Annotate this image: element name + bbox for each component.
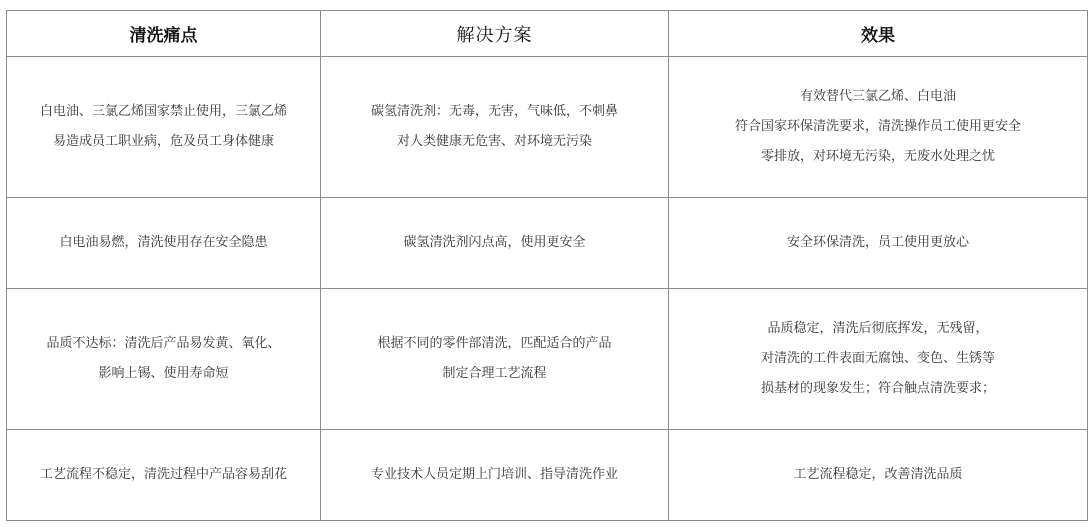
- cell-text-line: 专业技术人员定期上门培训、指导清洗作业: [370, 467, 618, 482]
- cell-text-line: 损基材的现象发生；符合触点清洗要求；: [760, 381, 995, 396]
- effect-cell: [669, 198, 1088, 289]
- cell-text-line: 易造成员工职业病，危及员工身体健康: [52, 134, 274, 149]
- table-row: [7, 198, 1088, 289]
- cell-text-line: 影响上锡、使用寿命短: [98, 366, 229, 381]
- comparison-table: [6, 10, 1088, 521]
- cell-text-line: 符合国家环保清洗要求，清洗操作员工使用更安全: [734, 119, 1021, 134]
- cell-text-line: 根据不同的零件部清洗，匹配适合的产品: [377, 336, 612, 351]
- cell-text-line: 工艺流程不稳定，清洗过程中产品容易刮花: [39, 467, 287, 482]
- cell-text-line: 制定合理工艺流程: [442, 366, 547, 381]
- cell-text-line: 白电油、三氯乙烯国家禁止使用，三氯乙烯: [39, 104, 287, 119]
- cell-text-line: 碳氢清洗剂闪点高，使用更安全: [403, 235, 586, 250]
- cell-text-line: 对人类健康无危害、对环境无污染: [396, 134, 592, 149]
- pain-point-cell: [7, 430, 321, 521]
- header-pain-points: 清洗痛点: [7, 11, 321, 57]
- solution-cell: [321, 430, 669, 521]
- effect-cell: [669, 289, 1088, 430]
- cell-text-line: 对清洗的工件表面无腐蚀、变色、生锈等: [760, 351, 995, 366]
- header-solutions: 解决方案: [321, 11, 669, 57]
- effect-cell: [669, 57, 1088, 198]
- effect-cell: [669, 430, 1088, 521]
- cell-text-line: 品质不达标：清洗后产品易发黄、氧化、: [46, 336, 281, 351]
- table-row: [7, 289, 1088, 430]
- cell-text-line: 安全环保清洗，员工使用更放心: [786, 235, 969, 250]
- table-row: [7, 430, 1088, 521]
- cell-text-line: 工艺流程稳定，改善清洗品质: [793, 467, 963, 482]
- cell-text-line: 品质稳定，清洗后彻底挥发，无残留，: [767, 321, 989, 336]
- header-effects: 效果: [669, 11, 1088, 57]
- header-row: [7, 11, 1088, 57]
- cell-text-line: 零排放，对环境无污染，无废水处理之忧: [760, 149, 995, 164]
- solution-cell: [321, 57, 669, 198]
- solution-cell: [321, 198, 669, 289]
- solution-cell: [321, 289, 669, 430]
- pain-point-cell: [7, 57, 321, 198]
- cell-text-line: 有效替代三氯乙烯、白电油: [799, 89, 956, 104]
- cell-text-line: 碳氢清洗剂：无毒，无害，气味低，不刺鼻: [370, 104, 618, 119]
- table-row: [7, 57, 1088, 198]
- pain-point-cell: [7, 198, 321, 289]
- cell-text-line: 白电油易燃，清洗使用存在安全隐患: [59, 235, 268, 250]
- pain-point-cell: [7, 289, 321, 430]
